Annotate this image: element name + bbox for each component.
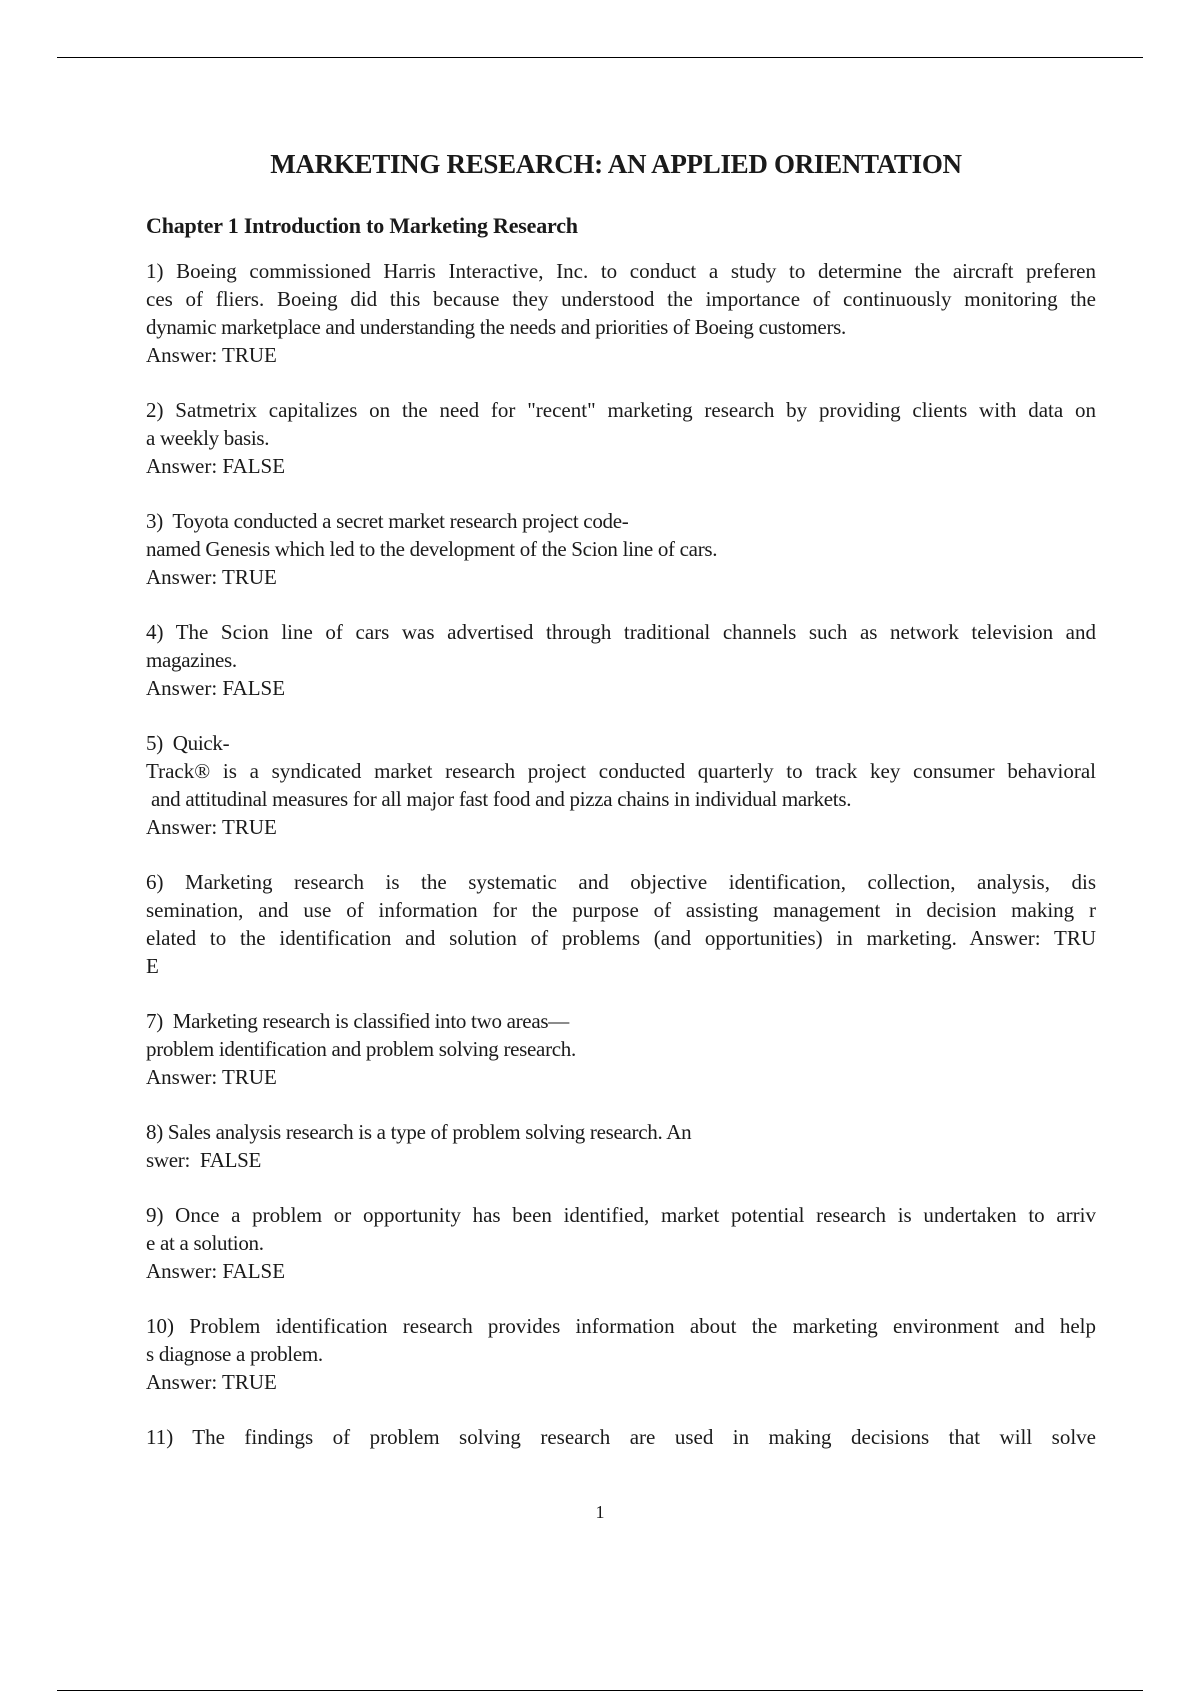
answer-text: Answer: TRUE [146, 343, 277, 367]
answer-text: Answer: FALSE [146, 1259, 286, 1283]
question-text-line: semination, and use of information for the purpose of assisting management in decision making r [146, 898, 1096, 922]
question-text-line: 5) Quick- [146, 731, 230, 755]
question-item [146, 507, 1096, 591]
question-text-line: 7) Marketing research is classified into two areas— [146, 1009, 569, 1033]
question-list [146, 257, 1096, 1451]
answer-text: Answer: TRUE [146, 1065, 277, 1089]
question-text-line: 9) Once a problem or opportunity has been identified, market potential research is undertaken to arriv [146, 1203, 1096, 1227]
question-text-line: elated to the identification and solution of problems (and opportunities) in marketing. Answer: TRU [146, 926, 1096, 950]
question-text-line: ces of fliers. Boeing did this because they understood the importance of continuously monitoring the [146, 287, 1096, 311]
question-text-line: 3) Toyota conducted a secret market research project code- [146, 509, 629, 533]
document-page [146, 140, 1096, 1478]
chapter-heading: Chapter 1 Introduction to Marketing Research [146, 213, 578, 238]
question-item [146, 729, 1096, 841]
question-item [146, 1312, 1096, 1396]
question-text-line: 8) Sales analysis research is a type of problem solving research. An [146, 1120, 692, 1144]
answer-text: Answer: TRUE [146, 565, 277, 589]
question-item [146, 257, 1096, 369]
top-rule [57, 57, 1143, 58]
answer-text: Answer: TRUE [146, 815, 277, 839]
question-item [146, 1201, 1096, 1285]
answer-text: Answer: TRUE [146, 1370, 277, 1394]
question-text-line: e at a solution. [146, 1231, 264, 1255]
bottom-rule [57, 1690, 1143, 1691]
answer-text: Answer: FALSE [146, 454, 286, 478]
page-number: 1 [595, 1502, 605, 1522]
question-text-line: 2) Satmetrix capitalizes on the need for "recent" marketing research by providing clients with data on [146, 398, 1096, 422]
question-text-line: 6) Marketing research is the systematic and objective identification, collection, analysis, dis [146, 870, 1096, 894]
question-text-line: 4) The Scion line of cars was advertised through traditional channels such as network television and [146, 620, 1096, 644]
question-text-line: dynamic marketplace and understanding the needs and priorities of Boeing customers. [146, 315, 846, 339]
question-text-line: swer: FALSE [146, 1148, 262, 1172]
question-item [146, 1007, 1096, 1091]
question-item [146, 618, 1096, 702]
question-text-line: 11) The findings of problem solving research are used in making decisions that will solve [146, 1425, 1096, 1449]
question-item [146, 868, 1096, 980]
question-text-line: 1) Boeing commissioned Harris Interactive, Inc. to conduct a study to determine the aircraft preferen [146, 259, 1096, 283]
question-text-line: problem identification and problem solving research. [146, 1037, 576, 1061]
question-text-line: Track® is a syndicated market research project conducted quarterly to track key consumer behavioral [146, 759, 1096, 783]
question-text-line: named Genesis which led to the development of the Scion line of cars. [146, 537, 718, 561]
question-text-line: E [146, 954, 159, 978]
question-item [146, 1118, 1096, 1174]
document-title: MARKETING RESEARCH: AN APPLIED ORIENTATION [270, 149, 962, 179]
question-text-line: and attitudinal measures for all major fast food and pizza chains in individual markets. [146, 787, 852, 811]
question-text-line: magazines. [146, 648, 237, 672]
question-text-line: s diagnose a problem. [146, 1342, 323, 1366]
question-item [146, 1423, 1096, 1451]
question-text-line: 10) Problem identification research provides information about the marketing environment and help [146, 1314, 1096, 1338]
question-text-line: a weekly basis. [146, 426, 270, 450]
question-item [146, 396, 1096, 480]
answer-text: Answer: FALSE [146, 676, 286, 700]
